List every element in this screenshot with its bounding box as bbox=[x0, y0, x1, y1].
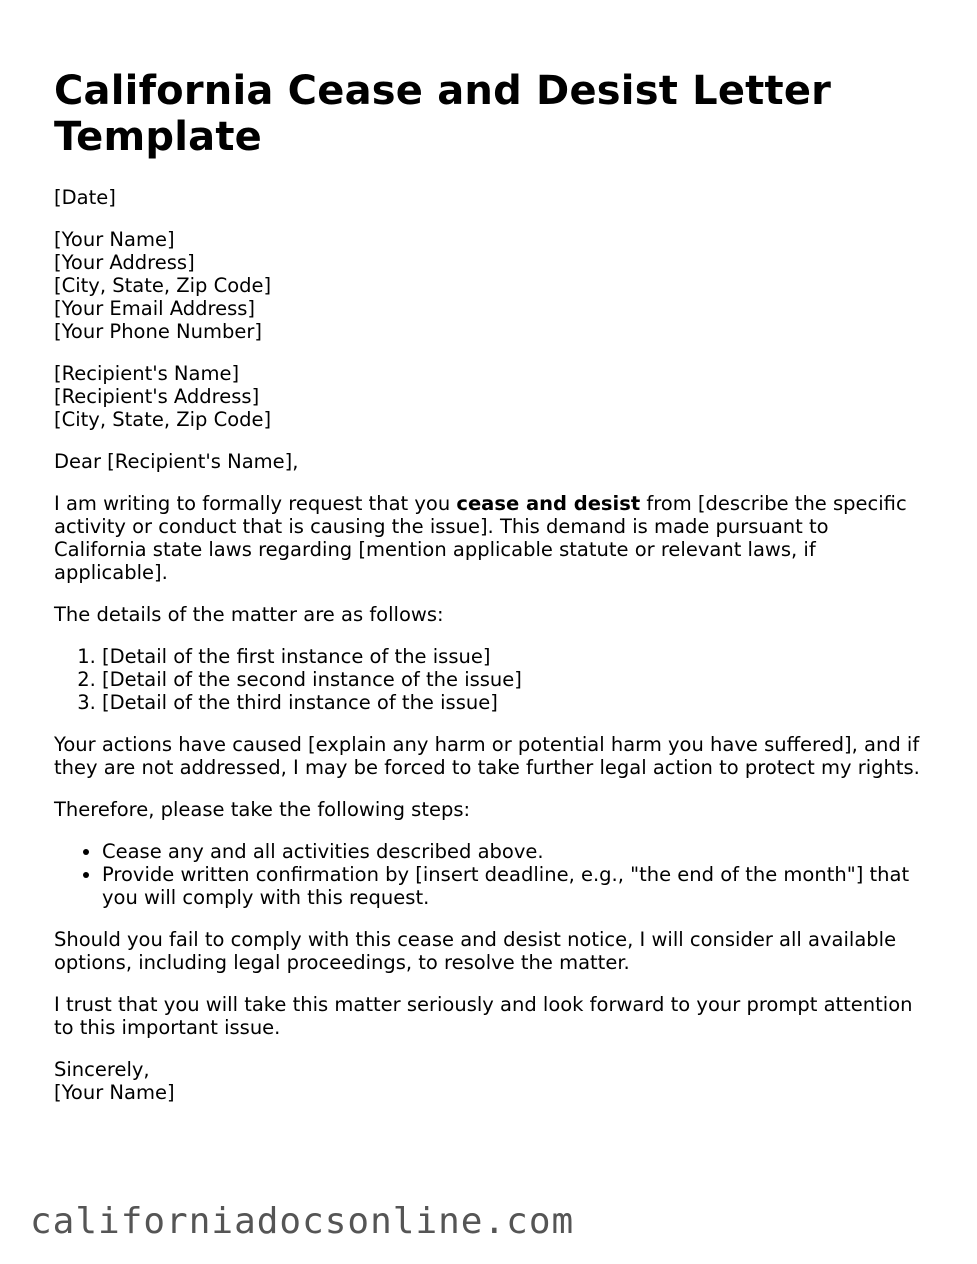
recipient-block bbox=[54, 362, 924, 431]
list-item: • Provide written confirmation by [insert deadline, e.g., "the end of the month"] that you will comply with this request. bbox=[102, 863, 924, 909]
details-list bbox=[54, 645, 924, 714]
letter-document bbox=[54, 68, 924, 1123]
signature-name: [Your Name] bbox=[54, 1081, 175, 1104]
sender-email: [Your Email Address] bbox=[54, 297, 255, 320]
sender-name: [Your Name] bbox=[54, 228, 175, 251]
list-item: 1. [Detail of the first instance of the issue] bbox=[102, 645, 924, 668]
list-item: 2. [Detail of the second instance of the issue] bbox=[102, 668, 924, 691]
date-line: [Date] bbox=[54, 186, 116, 209]
consequence-paragraph: Should you fail to comply with this cease and desist notice, I will consider all available options, including legal proceedings, to resolve the matter. bbox=[54, 928, 897, 974]
intro-bold-phrase: cease and desist bbox=[456, 492, 641, 515]
steps-intro: Therefore, please take the following steps: bbox=[54, 798, 471, 821]
sender-city: [City, State, Zip Code] bbox=[54, 274, 272, 297]
page-title: California Cease and Desist Letter Template bbox=[54, 68, 832, 160]
intro-text-after: from [describe the specific activity or conduct that is causing the issue]. This demand is made pursuant to California state laws regarding [mention applicable statute or relevant laws, if applicable]. bbox=[54, 492, 907, 584]
list-item: • Cease any and all activities described above. bbox=[102, 840, 924, 863]
harm-paragraph: Your actions have caused [explain any harm or potential harm you have suffered], and if they are not addressed, I may be forced to take further legal action to protect my rights. bbox=[54, 733, 920, 779]
intro-text-before: I am writing to formally request that you bbox=[54, 492, 457, 515]
intro-paragraph bbox=[54, 492, 924, 584]
signoff: Sincerely, bbox=[54, 1058, 150, 1081]
recipient-city: [City, State, Zip Code] bbox=[54, 408, 272, 431]
recipient-name: [Recipient's Name] bbox=[54, 362, 240, 385]
closing-paragraph: I trust that you will take this matter seriously and look forward to your prompt attention to this important issue. bbox=[54, 993, 913, 1039]
sender-block bbox=[54, 228, 924, 343]
salutation: Dear [Recipient's Name], bbox=[54, 450, 299, 473]
list-item: 3. [Detail of the third instance of the issue] bbox=[102, 691, 924, 714]
steps-list bbox=[54, 840, 924, 909]
signature-block bbox=[54, 1058, 924, 1104]
sender-phone: [Your Phone Number] bbox=[54, 320, 262, 343]
details-intro: The details of the matter are as follows: bbox=[54, 603, 444, 626]
site-watermark: californiadocsonline.com bbox=[30, 1201, 575, 1242]
sender-address: [Your Address] bbox=[54, 251, 195, 274]
recipient-address: [Recipient's Address] bbox=[54, 385, 260, 408]
